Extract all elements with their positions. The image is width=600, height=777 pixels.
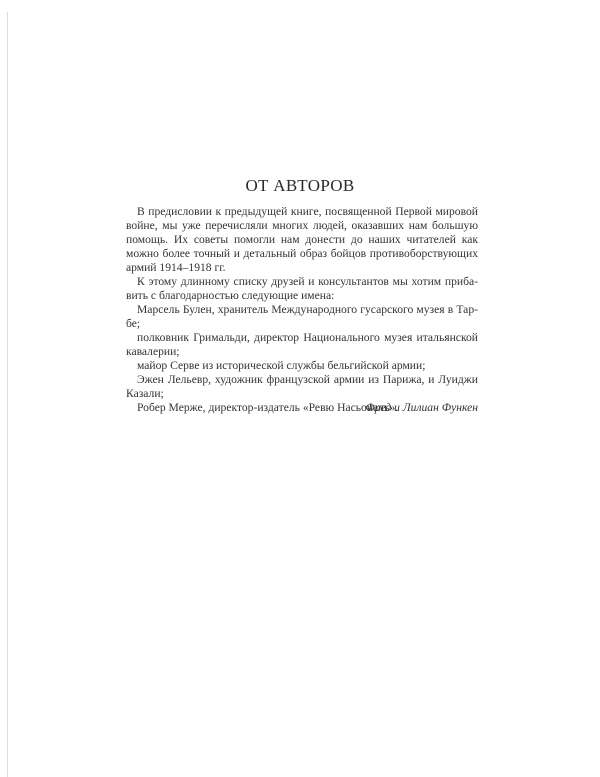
- acknowledgement-item: полковник Гримальди, директор Национального музея итальянской кавалерии;: [126, 331, 478, 358]
- paragraph-list-intro: К этому длинному списку друзей и консультантов мы хотим прибавить с благодарностью следующие имена:: [126, 275, 478, 302]
- body-text: [126, 205, 478, 415]
- page-title: ОТ АВТОРОВ: [245, 176, 355, 195]
- scan-page-edge: [7, 12, 8, 777]
- acknowledgement-item: Марсель Булен, хранитель Международного гусарского музея в Тарбе;: [126, 303, 478, 330]
- acknowledgement-item: Робер Мерже, директор-издатель «Ревю Насьональ».: [137, 401, 399, 414]
- acknowledgement-item: майор Серве из исторической службы бельгийской армии;: [137, 359, 426, 372]
- acknowledgement-item: Эжен Лельевр, художник французской армии из Парижа, и Луиджи Казали;: [126, 373, 478, 400]
- authors-signature: Фред и Лилиан Функен: [365, 401, 478, 414]
- paragraph-intro: В предисловии к предыдущей книге, посвященной Первой мировой войне, мы уже перечисляли многих людей, оказавших нам большую помощь. Их советы помогли нам донести до наших читателей как можно более точный и детальный образ бойцов противоборствующих армий 1914–1918 гг.: [126, 205, 478, 274]
